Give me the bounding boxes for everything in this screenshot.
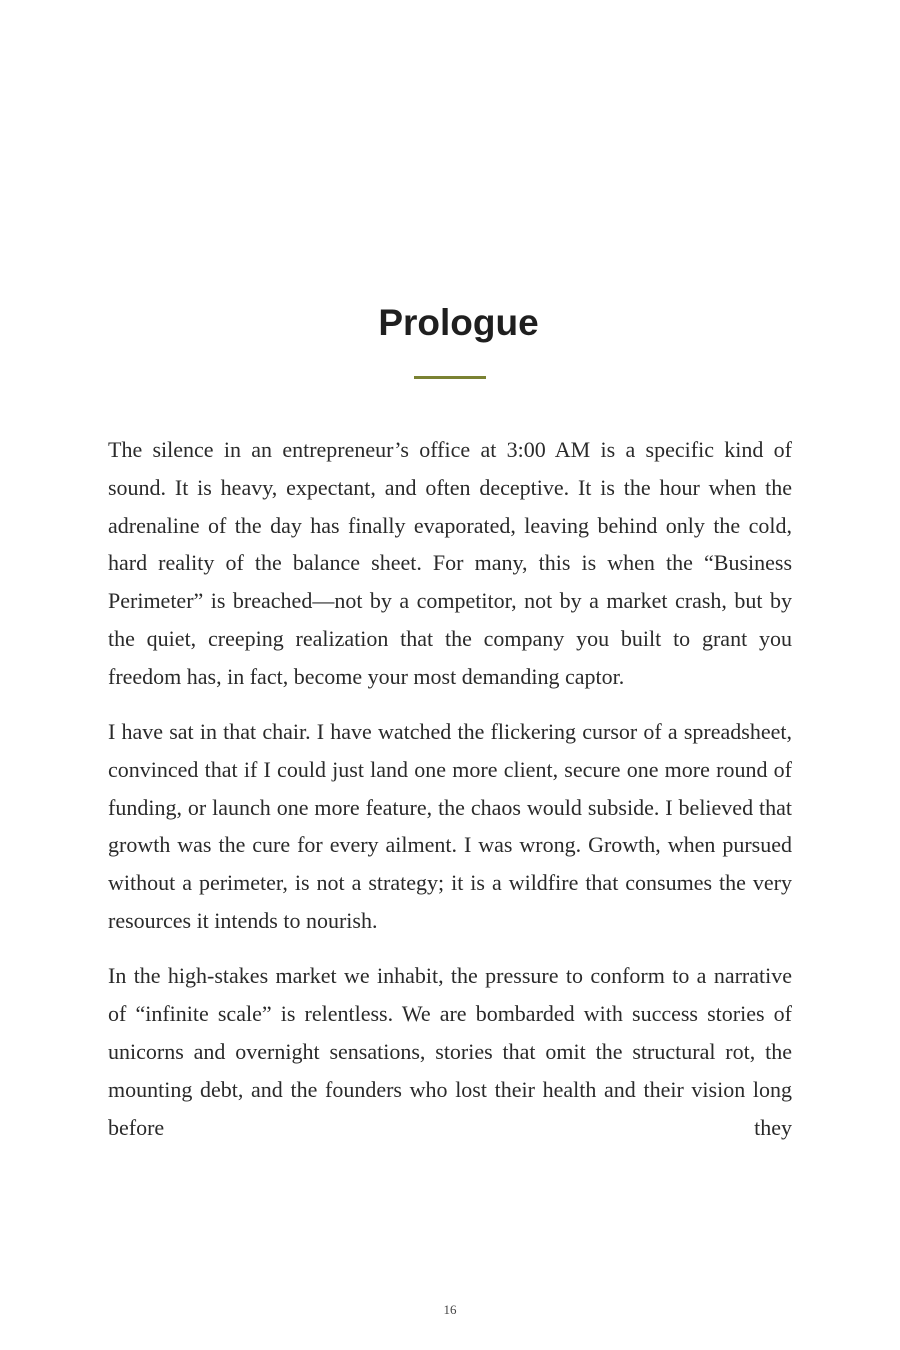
- chapter-title: Prologue: [378, 302, 539, 343]
- paragraph-1: The silence in an entrepreneur’s office at 3:00 AM is a specific kind of sound. It is heavy, expectant, and often deceptive. It is the hour when the adrenaline of the day has finally evaporated, leaving behind only the cold, hard reality of the balance sheet. For many, this is when the “Business Perimeter” is breached—not by a competitor, not by a market crash, but by the quiet, creeping realization that the company you built to grant you freedom has, in fact, become your most demanding captor.: [108, 437, 792, 689]
- paragraph-2: I have sat in that chair. I have watched the flickering cursor of a spreadsheet, convinced that if I could just land one more client, secure one more round of funding, or launch one more feature, the chaos would subside. I believed that growth was the cure for every ailment. I was wrong. Growth, when pursued without a perimeter, is not a strategy; it is a wildfire that consumes the very resources it intends to nourish.: [108, 719, 792, 934]
- paragraph-3: In the high-stakes market we inhabit, the pressure to conform to a narrative of “infinite scale” is relentless. We are bombarded with success stories of unicorns and overnight sensations, stories that omit the structural rot, the mounting debt, and the founders who lost their health and their vision long before they: [108, 963, 792, 1140]
- title-divider: [414, 376, 486, 379]
- page-number: 16: [443, 1302, 457, 1317]
- body-text: [108, 431, 792, 1164]
